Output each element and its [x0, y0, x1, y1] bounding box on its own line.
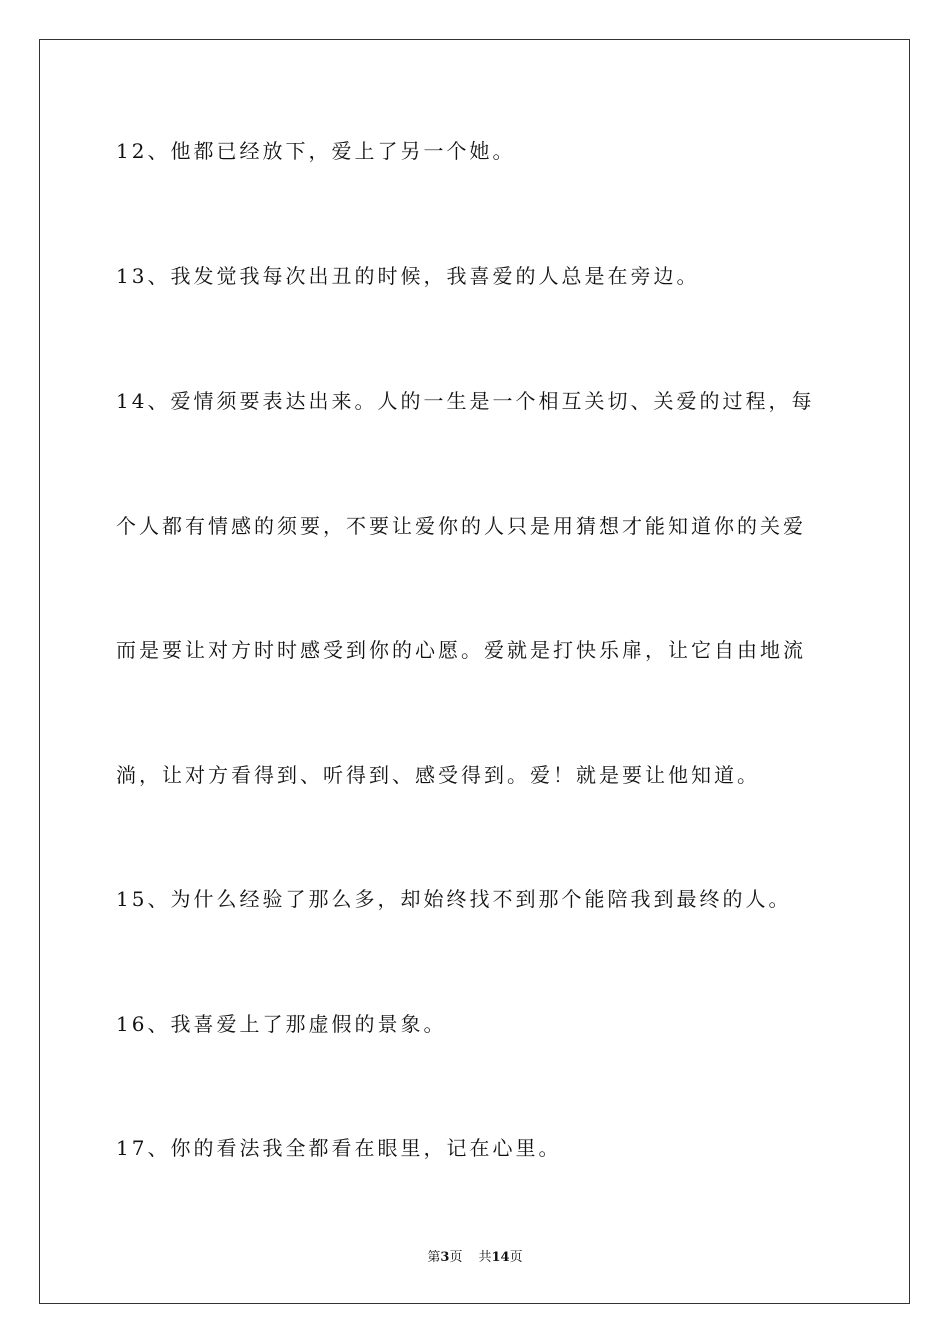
text-line: 14、爱情须要表达出来。人的一生是一个相互关切、关爱的过程，每	[116, 389, 815, 413]
text-line: 个人都有情感的须要，不要让爱你的人只是用猜想才能知道你的关爱	[116, 514, 806, 538]
text-line: 15、为什么经验了那么多，却始终找不到那个能陪我到最终的人。	[116, 887, 792, 911]
page-number: 3	[440, 1250, 450, 1265]
page-suffix: 页	[449, 1250, 463, 1265]
total-prefix: 共	[478, 1250, 492, 1265]
total-suffix: 页	[509, 1250, 523, 1265]
text-line: 16、我喜爱上了那虚假的景象。	[116, 1012, 447, 1036]
text-line: 而是要让对方时时感受到你的心愿。爱就是打快乐扉，让它自由地流	[116, 638, 806, 662]
text-line: 13、我发觉我每次出丑的时候，我喜爱的人总是在旁边。	[116, 264, 700, 288]
page-border	[39, 39, 910, 1304]
total-pages: 14	[491, 1250, 510, 1265]
text-line: 17、你的看法我全都看在眼里，记在心里。	[116, 1136, 562, 1160]
page-prefix: 第	[427, 1250, 441, 1265]
text-line: 12、他都已经放下，爱上了另一个她。	[116, 139, 516, 163]
page-footer	[0, 1250, 950, 1266]
text-line: 淌，让对方看得到、听得到、感受得到。爱！就是要让他知道。	[116, 763, 760, 787]
